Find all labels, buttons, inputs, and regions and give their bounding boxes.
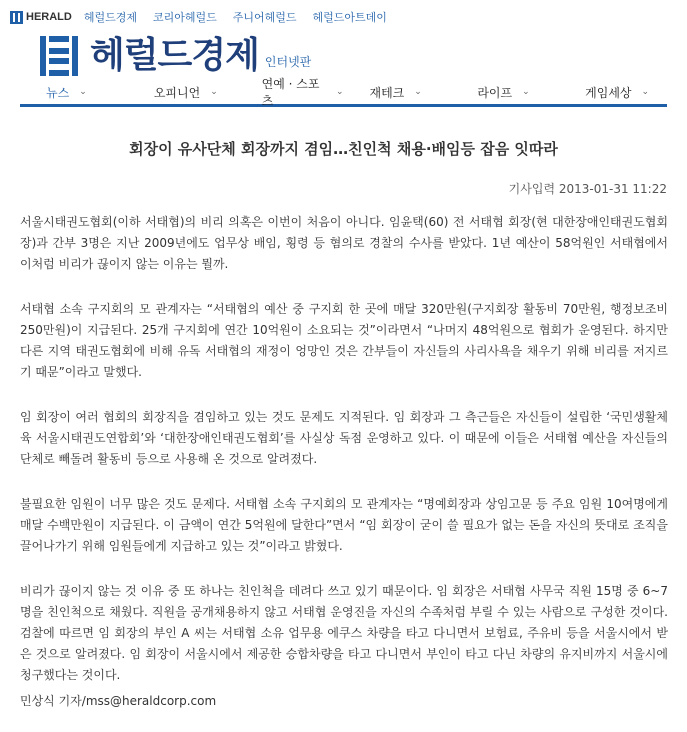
nav-item-finance[interactable] bbox=[343, 84, 451, 101]
nav-label: 재테크 bbox=[369, 85, 405, 100]
article-paragraph: 임 회장이 여러 협회의 회장직을 겸임하고 있는 것도 문제도 지적된다. 임 회장과 그 측근들은 자신들이 설립한 ‘국민생활체육 서울시태권도연합회’와 ‘대한장애인태권도협회’를 사실상 독점 운영하고 있다. 이 때문에 이들은 서태협 예산을 자신들의 단체로 빼돌려 활동비 등으로 사용해 온 것으로 알려졌다. bbox=[20, 410, 668, 466]
chevron-down-icon: ⌄ bbox=[335, 87, 344, 97]
nav-label: 오피니언 bbox=[153, 85, 201, 100]
article-paragraph: 비리가 끊이지 않는 것 이유 중 또 하나는 친인척을 데려다 쓰고 있기 때문이다. 임 회장은 서태협 사무국 직원 15명 중 6~7명을 친인척으로 채웠다. 직원을 공개채용하지 않고 서태협 운영진을 자신의 수족처럼 부릴 수 있는 사람으로 구성한 것이다. 검찰에 따르면 임 회장의 부인 A 씨는 서태협 소유 업무용 에쿠스 차량을 타고 다니면서 보험료, 주유비 등을 서울시에서 받은 것으로 알려졌다. 임 회장이 서울시에서 제공한 승합차량을 타고 다니면서 부인이 타고 다닌 차량의 유지비까지 서울시에 청구했다는 것이다. bbox=[20, 584, 668, 682]
chevron-down-icon: ⌄ bbox=[522, 87, 530, 97]
nav-item-news[interactable] bbox=[20, 84, 128, 101]
site-link-korea-herald[interactable]: 코리아헤럴드 bbox=[152, 11, 217, 24]
nav-label: 라이프 bbox=[477, 85, 513, 100]
article-headline: 회장이 유사단체 회장까지 겸임…친인척 채용·배임등 잡음 잇따라 bbox=[129, 140, 558, 158]
article-paragraph: 서태협 소속 구지회의 모 관계자는 “서태협의 예산 중 구지회 한 곳에 매달 320만원(구지회장 활동비 70만원, 행정보조비 250만원)이 지급된다. 25개 구지회에 연간 10억원이 소요되는 것”이라면서 “나머지 48억원으로 협회가 운영된다. 하지만 다른 지역 태권도협회에 비해 유독 서태협의 재정이 엉망인 것은 간부들이 자신들의 사리사욕을 채우기 위해 비리를 저지르기 때문”이라고 말했다. bbox=[20, 302, 668, 379]
site-link-junior-herald[interactable]: 주니어헤럴드 bbox=[232, 11, 297, 24]
chevron-down-icon: ⌄ bbox=[641, 87, 650, 97]
nav-item-life[interactable] bbox=[451, 84, 559, 101]
chevron-down-icon: ⌄ bbox=[414, 87, 422, 97]
edition-label: 인터넷판 bbox=[264, 55, 312, 69]
newspaper-name[interactable]: 헤럴드경제 bbox=[90, 35, 259, 76]
chevron-down-icon: ⌄ bbox=[210, 87, 218, 97]
article-paragraph: 불필요한 임원이 너무 많은 것도 문제다. 서태협 소속 구지회의 모 관계자는 “명예회장과 상임고문 등 주요 임원 10여명에게 매달 수백만원이 지급된다. 이 금액이 연간 5억원에 달한다”면서 “임 회장이 굳이 쓸 필요가 없는 돈을 자신의 뜻대로 조직을 끌어나가기 위해 임원들에게 지급하고 있는 것”이라고 밝혔다. bbox=[20, 497, 668, 553]
article-byline: 민상식 기자/mss@heraldcorp.com bbox=[20, 694, 217, 708]
herald-brand-label: HERALD bbox=[26, 11, 72, 23]
nav-item-entertainment-sports[interactable] bbox=[236, 75, 344, 109]
article-paragraph: 서울시태권도협회(이하 서태협)의 비리 의혹은 이번이 처음이 아니다. 임윤택(60) 전 서태협 회장(현 대한장애인태권도협회장)과 간부 3명은 지난 2009년에도 업무상 배임, 횡령 등 혐의로 경찰의 수사를 받았다. 1년 예산이 58억원인 서태협에서 이처럼 비리가 끊이지 않는 이유는 뭘까. bbox=[20, 215, 668, 271]
herald-logo-mark-icon[interactable] bbox=[40, 36, 82, 76]
nav-label: 게임세상 bbox=[585, 85, 632, 100]
top-site-bar bbox=[10, 8, 403, 26]
chevron-down-icon: ⌄ bbox=[79, 87, 87, 97]
herald-logo-icon bbox=[10, 11, 23, 24]
herald-brand[interactable] bbox=[10, 11, 72, 24]
site-link-herald-economy[interactable]: 헤럴드경제 bbox=[83, 11, 137, 24]
site-link-herald-artday[interactable]: 헤럴드아트데이 bbox=[312, 11, 387, 24]
masthead bbox=[40, 30, 311, 76]
nav-item-games[interactable] bbox=[559, 84, 667, 101]
nav-item-opinion[interactable] bbox=[128, 84, 236, 101]
nav-label: 연예 · 스포츠 bbox=[261, 77, 320, 108]
main-nav bbox=[20, 77, 667, 108]
article-body bbox=[20, 212, 668, 710]
nav-label: 뉴스 bbox=[46, 85, 70, 100]
article-date: 기사입력 2013-01-31 11:22 bbox=[508, 182, 667, 196]
